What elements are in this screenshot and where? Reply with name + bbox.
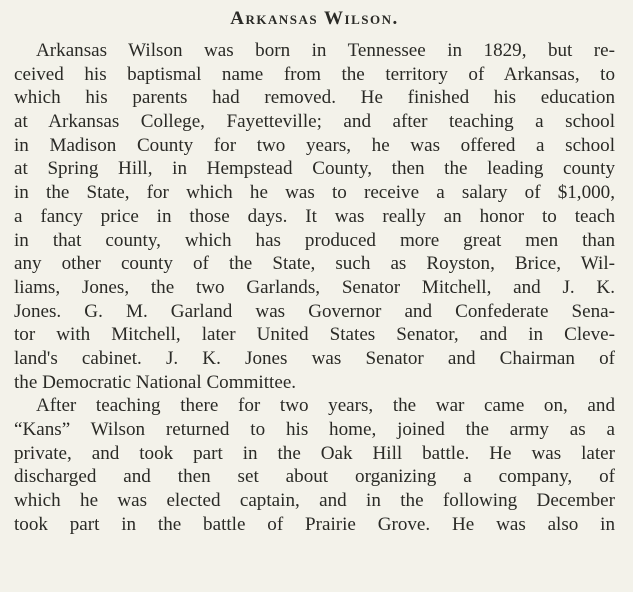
paragraph-1-line-10: any other county of the State, such as Royston, Brice, Wil- xyxy=(14,253,615,275)
paragraph-1-line-2: ceived his baptismal name from the territory of Arkansas, to xyxy=(14,63,615,85)
paragraph-1-line-9: in that county, which has produced more great men than xyxy=(14,229,615,251)
paragraph-2 xyxy=(14,394,615,536)
paragraph-1-line-6: at Spring Hill, in Hempstead County, then the leading county xyxy=(14,158,615,180)
paragraph-1-line-15: the Democratic National Committee. xyxy=(14,371,297,393)
paragraph-1-line-12: Jones. G. M. Garland was Governor and Confederate Sena- xyxy=(14,300,615,322)
paragraph-2-line-2: “Kans” Wilson returned to his home, joined the army as a xyxy=(14,419,615,440)
paragraph-1-line-4: at Arkansas College, Fayetteville; and after teaching a school xyxy=(14,111,615,133)
paragraph-1-line-5: in Madison County for two years, he was offered a school xyxy=(14,134,615,156)
paragraph-1-line-3: which his parents had removed. He finished his education xyxy=(14,87,615,109)
paragraph-1-line-11: liams, Jones, the two Garlands, Senator Mitchell, and J. K. xyxy=(14,276,615,298)
paragraph-2-line-1: After teaching there for two years, the war came on, and xyxy=(36,395,615,417)
paragraph-2-line-4: discharged and then set about organizing a company, of xyxy=(14,466,615,488)
paragraph-1-line-13: tor with Mitchell, later United States Senator, and in Cleve- xyxy=(14,324,615,346)
paragraph-1-line-8: a fancy price in those days. It was really an honor to teach xyxy=(14,205,615,227)
paragraph-1-line-14: land's cabinet. J. K. Jones was Senator and Chairman of xyxy=(14,347,615,369)
paragraph-2-line-3: private, and took part in the Oak Hill battle. He was later xyxy=(14,442,615,464)
paragraph-1 xyxy=(14,39,615,394)
paragraph-2-line-6: took part in the battle of Prairie Grove. He was also in xyxy=(14,513,615,535)
paragraph-1-line-1: Arkansas Wilson was born in Tennessee in 1829, but re- xyxy=(36,40,615,61)
paragraph-2-line-5: which he was elected captain, and in the following December xyxy=(14,490,615,512)
paragraph-1-line-7: in the State, for which he was to receive a salary of $1,000, xyxy=(14,182,615,204)
document-heading: Arkansas Wilson. xyxy=(230,8,399,29)
